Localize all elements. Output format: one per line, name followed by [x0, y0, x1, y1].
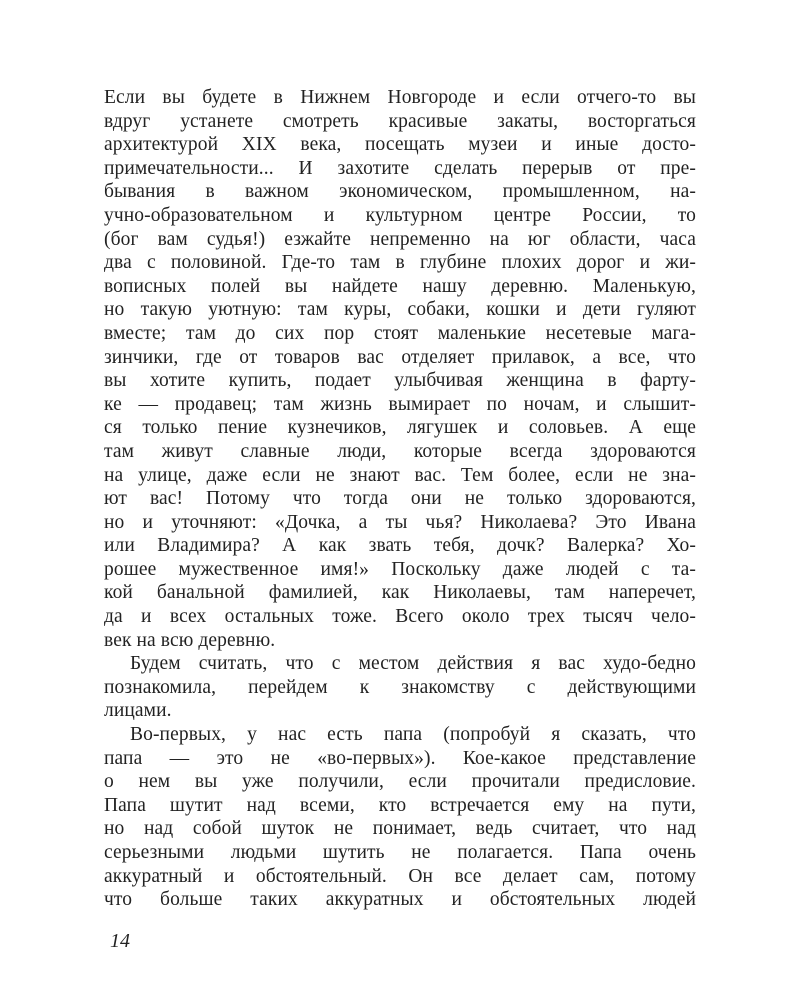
- text-line: или Владимира? А как звать тебя, дочк? Валерка? Хо-: [104, 535, 696, 557]
- text-line: зинчики, где от товаров вас отделяет прилавок, а все, что: [104, 346, 696, 368]
- text-line: лицами.: [104, 700, 172, 722]
- text-line: Будем считать, что с местом действия я вас худо-бедно: [130, 653, 696, 675]
- text-line: рошее мужественное имя!» Поскольку даже людей с та-: [104, 558, 696, 580]
- text-line: бывания в важном экономическом, промышленном, на-: [104, 181, 696, 203]
- text-line: кой банальной фамилией, как Николаевы, там наперечет,: [104, 582, 696, 604]
- text-line: познакомила, перейдем к знакомству с действующими: [104, 676, 696, 698]
- text-line: Папа шутит над всеми, кто встречается ему на пути,: [104, 794, 696, 816]
- page-number: 14: [110, 930, 130, 952]
- text-line: вместе; там до сих пор стоят маленькие несетевые мага-: [104, 322, 696, 344]
- text-line: серьезными людьми шутить не полагается. Папа очень: [104, 842, 696, 863]
- text-line: на улице, даже если не знают вас. Тем более, если не зна-: [104, 464, 696, 486]
- text-line: но и уточняют: «Дочка, а ты чья? Николаева? Это Ивана: [104, 511, 696, 533]
- text-block: [104, 86, 696, 912]
- text-line: Во-первых, у нас есть папа (попробуй я сказать, что: [130, 724, 696, 746]
- text-line: там живут славные люди, которые всегда здороваются: [104, 440, 696, 462]
- text-line: папа — это не «во-первых»). Кое-какое представление: [104, 747, 696, 769]
- paragraph: [104, 723, 696, 912]
- text-line: примечательности... И захотите сделать перерыв от пре-: [104, 157, 696, 179]
- text-line: вописных полей вы найдете нашу деревню. Маленькую,: [104, 275, 696, 297]
- text-line: да и всех остальных тоже. Всего около трех тысяч чело-: [104, 606, 696, 628]
- text-line: архитектурой XIX века, посещать музеи и иные досто-: [104, 134, 696, 156]
- paragraph: [104, 86, 696, 652]
- text-line: ся только пение кузнечиков, лягушек и соловьев. А еще: [104, 417, 696, 439]
- text-line: но такую уютную: там куры, собаки, кошки и дети гуляют: [104, 299, 696, 321]
- text-line: что больше таких аккуратных и обстоятельных людей: [104, 889, 696, 911]
- text-line: учно-образовательном и культурном центре России, то: [104, 204, 696, 226]
- text-line: о нем вы уже получили, если прочитали предисловие.: [104, 771, 696, 793]
- text-line: ке — продавец; там жизнь вымирает по ночам, и слышит-: [104, 393, 696, 415]
- text-line: вы хотите купить, подает улыбчивая женщина в фарту-: [104, 370, 696, 392]
- text-line: ют вас! Потому что тогда они не только здороваются,: [104, 488, 696, 510]
- text-line: вдруг устанете смотреть красивые закаты, восторгаться: [104, 110, 696, 132]
- paragraph: [104, 652, 696, 723]
- text-line: Если вы будете в Нижнем Новгороде и если отчего-то вы: [104, 87, 696, 108]
- text-line: но над собой шуток не понимает, ведь считает, что над: [104, 818, 696, 840]
- text-line: (бог вам судья!) езжайте непременно на юг области, часа: [104, 228, 696, 250]
- text-line: аккуратный и обстоятельный. Он все делает сам, потому: [104, 865, 696, 887]
- text-line: два с половиной. Где-то там в глубине плохих дорог и жи-: [104, 252, 696, 274]
- text-line: век на всю деревню.: [104, 629, 276, 651]
